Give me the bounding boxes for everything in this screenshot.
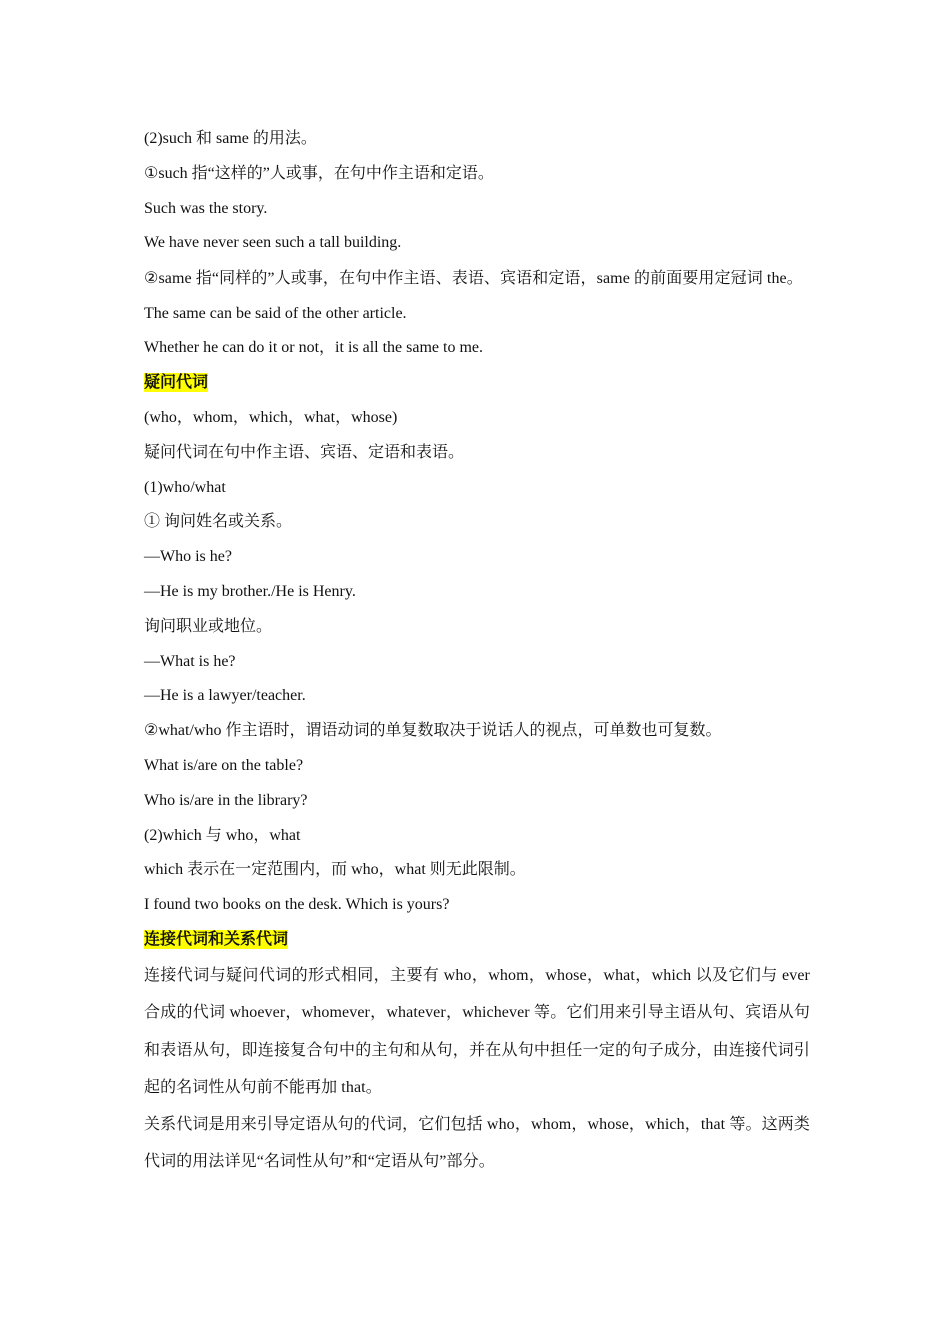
- text-line: ①such 指“这样的”人或事，在句中作主语和定语。: [144, 164, 494, 182]
- example-sentence: —Who is he?: [144, 548, 232, 566]
- document-body: [144, 122, 810, 1180]
- text-paragraph: 关系代词是用来引导定语从句的代词，它们包括 who，whom，whose，which，that 等。这两类代词的用法详见“名词性从句”和“定语从句”部分。: [144, 1115, 810, 1171]
- text-paragraph: 连接代词与疑问代词的形式相同，主要有 who，whom，whose，what，which 以及它们与 ever 合成的代词 whoever，whomever，whatever，whichever 等。它们用来引导主语从句、宾语从句和表语从句，即连接复合句中的主句和从句，并在从句中担任一定的句子成分，由连接代词引起的名词性从句前不能再加 that。: [144, 966, 810, 1097]
- text-line: ②what/who 作主语时，谓语动词的单复数取决于说话人的视点，可单数也可复数。: [144, 722, 722, 740]
- example-sentence: Whether he can do it or not，it is all the same to me.: [144, 339, 484, 357]
- text-line: ① 询问姓名或关系。: [144, 513, 293, 531]
- example-sentence: —What is he?: [144, 652, 236, 670]
- section-who-what: (1)who/what: [144, 478, 226, 496]
- example-sentence: —He is my brother./He is Henry.: [144, 583, 356, 601]
- text-line: 疑问代词在句中作主语、宾语、定语和表语。: [144, 443, 465, 461]
- section-which: (2)which 与 who，what: [144, 826, 301, 844]
- heading-interrogative-pronouns: [144, 366, 810, 401]
- text-line: 询问职业或地位。: [144, 617, 273, 635]
- text-paragraph: ②same 指“同样的”人或事，在句中作主语、表语、宾语和定语，same 的前面要用定冠词 the。: [144, 270, 803, 288]
- example-sentence: —He is a lawyer/teacher.: [144, 687, 306, 705]
- section-such-same: (2)such 和 same 的用法。: [144, 130, 317, 147]
- example-sentence: I found two books on the desk. Which is yours?: [144, 896, 450, 914]
- example-sentence: Such was the story.: [144, 199, 268, 217]
- text-line: which 表示在一定范围内，而 who，what 则无此限制。: [144, 861, 526, 879]
- example-sentence: Who is/are in the library?: [144, 791, 308, 809]
- heading-connective-relative-pronouns: [144, 923, 810, 958]
- example-sentence: What is/are on the table?: [144, 757, 304, 775]
- heading-highlight: 连接代词和关系代词: [144, 931, 289, 949]
- heading-highlight: 疑问代词: [144, 374, 209, 392]
- example-sentence: The same can be said of the other article.: [144, 304, 407, 322]
- example-sentence: We have never seen such a tall building.: [144, 234, 402, 252]
- text-line: (who，whom，which，what，whose): [144, 409, 398, 427]
